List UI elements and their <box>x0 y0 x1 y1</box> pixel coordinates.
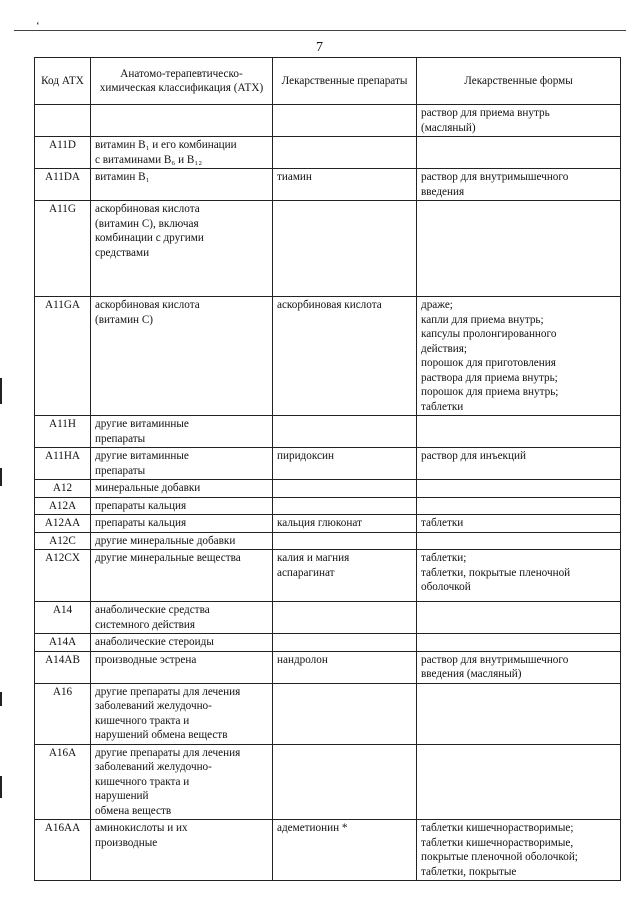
forms-cell <box>417 683 621 744</box>
forms-cell <box>417 744 621 820</box>
classification-cell <box>91 683 273 744</box>
cell-text-line: заболеваний желудочно- <box>95 761 212 773</box>
cell-text-line: другие витаминные <box>95 418 189 430</box>
cell-text-line: раствор для приема внутрь <box>421 107 550 119</box>
margin-mark <box>0 776 2 798</box>
forms-cell <box>417 515 621 533</box>
cell-text-line: драже; <box>421 299 453 311</box>
drug-cell <box>273 532 417 550</box>
code-cell: A11DA <box>35 169 91 201</box>
cell-text-line: с витаминами B₆ и B₁₂ <box>95 153 203 166</box>
code-cell: A11GA <box>35 297 91 416</box>
margin-mark <box>0 692 2 706</box>
cell-text-line: порошок для приготовления <box>421 357 556 369</box>
drug-cell <box>273 497 417 515</box>
table-row <box>35 634 621 652</box>
drug-cell <box>273 744 417 820</box>
classification-cell <box>91 550 273 602</box>
code-cell: A11D <box>35 137 91 169</box>
page-number: 7 <box>316 40 323 55</box>
cell-text-line: препараты <box>95 464 146 477</box>
classification-cell <box>91 602 273 634</box>
classification-cell <box>91 744 273 820</box>
header-classification: Анатомо-терапевтическо-химическая классификация (АТХ) <box>91 58 273 105</box>
code-cell: A12 <box>35 480 91 498</box>
cell-text-line: кишечного тракта и <box>95 775 190 788</box>
cell-text-line: таблетки, покрытые <box>421 865 517 878</box>
code-cell: A11H <box>35 416 91 448</box>
cell-text-line: препараты кальция <box>95 517 187 529</box>
cell-text-line: витамин B₁ <box>95 171 150 183</box>
cell-text-line: аминокислоты и их <box>95 822 188 834</box>
cell-text-line: заболеваний желудочно- <box>95 700 212 712</box>
drug-cell <box>273 683 417 744</box>
cell-text-line: раствор для внутримышечного <box>421 171 569 183</box>
cell-text-line: производные эстрена <box>95 653 197 666</box>
cell-text-line: другие витаминные <box>95 450 189 462</box>
cell-text-line: препараты <box>95 432 146 445</box>
cell-text-line: таблетки <box>421 400 464 413</box>
table-row <box>35 416 621 448</box>
cell-text-line: аскорбиновая кислота <box>95 203 200 215</box>
cell-text-line: другие минеральные вещества <box>95 552 241 564</box>
classification-cell <box>91 515 273 533</box>
header-forms: Лекарственные формы <box>417 58 621 105</box>
cell-text-line: комбинации с другими <box>95 232 204 244</box>
cell-text-line: системного действия <box>95 618 196 631</box>
forms-cell <box>417 651 621 683</box>
header-rule <box>14 30 626 31</box>
drug-cell <box>273 480 417 498</box>
cell-text-line: раствор для инъекций <box>421 450 526 462</box>
code-cell: A14A <box>35 634 91 652</box>
code-cell: A12C <box>35 532 91 550</box>
table-body <box>35 105 621 881</box>
cell-text-line: введения (масляный) <box>421 668 522 680</box>
table-row <box>35 515 621 533</box>
atc-table <box>34 57 621 881</box>
cell-text-line: (витамин С) <box>95 313 154 326</box>
table-row <box>35 744 621 820</box>
forms-cell <box>417 820 621 881</box>
cell-text-line: обмена веществ <box>95 804 172 817</box>
cell-text-line: нандролон <box>277 653 328 666</box>
cell-text-line: анаболические стероиды <box>95 636 214 648</box>
cell-text-line: средствами <box>95 246 150 259</box>
classification-cell <box>91 297 273 416</box>
code-cell: A11HA <box>35 448 91 480</box>
classification-cell <box>91 137 273 169</box>
cell-text-line: введения <box>421 185 465 198</box>
table-row <box>35 169 621 201</box>
cell-text-line: производные <box>95 836 158 849</box>
classification-cell <box>91 105 273 137</box>
forms-cell <box>417 497 621 515</box>
forms-cell <box>417 297 621 416</box>
cell-text-line: витамин B₁ и его комбинации <box>95 139 237 151</box>
cell-text-line: таблетки, покрытые пленочной <box>421 566 571 579</box>
drug-cell <box>273 820 417 881</box>
classification-cell <box>91 416 273 448</box>
code-cell: A16 <box>35 683 91 744</box>
cell-text-line: препараты кальция <box>95 499 187 512</box>
cell-text-line: таблетки; <box>421 552 467 564</box>
drug-cell <box>273 448 417 480</box>
cell-text-line: таблетки кишечнорастворимые, <box>421 836 574 849</box>
classification-cell <box>91 448 273 480</box>
cell-text-line: капли для приема внутрь; <box>421 313 544 326</box>
forms-cell <box>417 169 621 201</box>
table-row <box>35 480 621 498</box>
cell-text-line: другие минеральные добавки <box>95 534 236 547</box>
table-row <box>35 550 621 602</box>
cell-text-line: таблетки кишечнорастворимые; <box>421 822 574 834</box>
table-row <box>35 532 621 550</box>
classification-cell <box>91 169 273 201</box>
cell-text-line: кальция глюконат <box>277 517 362 529</box>
cell-text-line: калия и магния <box>277 552 350 564</box>
code-cell <box>35 105 91 137</box>
classification-cell <box>91 201 273 297</box>
forms-cell <box>417 105 621 137</box>
table-row <box>35 497 621 515</box>
cell-text-line: капсулы пролонгированного <box>421 328 557 340</box>
cell-text-line: аскорбиновая кислота <box>277 299 382 311</box>
margin-mark <box>0 378 2 404</box>
drug-cell <box>273 634 417 652</box>
drug-cell <box>273 602 417 634</box>
table-row <box>35 683 621 744</box>
forms-cell <box>417 602 621 634</box>
code-cell: A11G <box>35 201 91 297</box>
code-cell: A16A <box>35 744 91 820</box>
classification-cell <box>91 532 273 550</box>
drug-cell <box>273 550 417 602</box>
cell-text-line: оболочкой <box>421 581 471 593</box>
header-drugs: Лекарственные препараты <box>273 58 417 105</box>
drug-cell <box>273 105 417 137</box>
cell-text-line: другие препараты для лечения <box>95 746 241 759</box>
classification-cell <box>91 480 273 498</box>
forms-cell <box>417 448 621 480</box>
cell-text-line: кишечного тракта и <box>95 714 190 727</box>
table-header-row <box>35 58 621 105</box>
forms-cell <box>417 550 621 602</box>
cell-text-line: раствора для приема внутрь; <box>421 371 558 384</box>
cell-text-line: раствор для внутримышечного <box>421 653 569 666</box>
table-row <box>35 105 621 137</box>
forms-cell <box>417 201 621 297</box>
code-cell: A12AA <box>35 515 91 533</box>
cell-text-line: адеметионин * <box>277 822 348 834</box>
cell-text-line: минеральные добавки <box>95 482 201 494</box>
cell-text-line: покрытые пленочной оболочкой; <box>421 851 578 863</box>
forms-cell <box>417 137 621 169</box>
forms-cell <box>417 416 621 448</box>
classification-cell <box>91 634 273 652</box>
margin-mark <box>0 468 2 486</box>
cell-text-line: (масляный) <box>421 121 476 134</box>
cell-text-line: анаболические средства <box>95 604 210 616</box>
drug-cell <box>273 515 417 533</box>
drug-cell <box>273 169 417 201</box>
corner-mark: ʻ <box>36 20 40 32</box>
drug-cell <box>273 651 417 683</box>
classification-cell <box>91 651 273 683</box>
cell-text-line: порошок для приема внутрь; <box>421 386 559 398</box>
code-cell: A12A <box>35 497 91 515</box>
code-cell: A16AA <box>35 820 91 881</box>
code-cell: A14AB <box>35 651 91 683</box>
table-row <box>35 448 621 480</box>
cell-text-line: аскорбиновая кислота <box>95 299 200 311</box>
drug-cell <box>273 416 417 448</box>
table-row <box>35 297 621 416</box>
header-code: Код АТХ <box>35 58 91 105</box>
table-row <box>35 137 621 169</box>
cell-text-line: (витамин С), включая <box>95 217 199 230</box>
forms-cell <box>417 480 621 498</box>
cell-text-line: тиамин <box>277 171 312 183</box>
classification-cell <box>91 820 273 881</box>
forms-cell <box>417 634 621 652</box>
drug-cell <box>273 137 417 169</box>
cell-text-line: аспарагинат <box>277 566 335 579</box>
cell-text-line: другие препараты для лечения <box>95 685 241 698</box>
cell-text-line: действия; <box>421 342 468 355</box>
drug-cell <box>273 297 417 416</box>
cell-text-line: пиридоксин <box>277 450 334 462</box>
table-row <box>35 602 621 634</box>
table-row <box>35 201 621 297</box>
table-row <box>35 820 621 881</box>
cell-text-line: нарушений обмена веществ <box>95 729 228 741</box>
classification-cell <box>91 497 273 515</box>
table-row <box>35 651 621 683</box>
code-cell: A14 <box>35 602 91 634</box>
cell-text-line: нарушений <box>95 790 149 802</box>
forms-cell <box>417 532 621 550</box>
code-cell: A12CX <box>35 550 91 602</box>
drug-cell <box>273 201 417 297</box>
cell-text-line: таблетки <box>421 517 464 529</box>
